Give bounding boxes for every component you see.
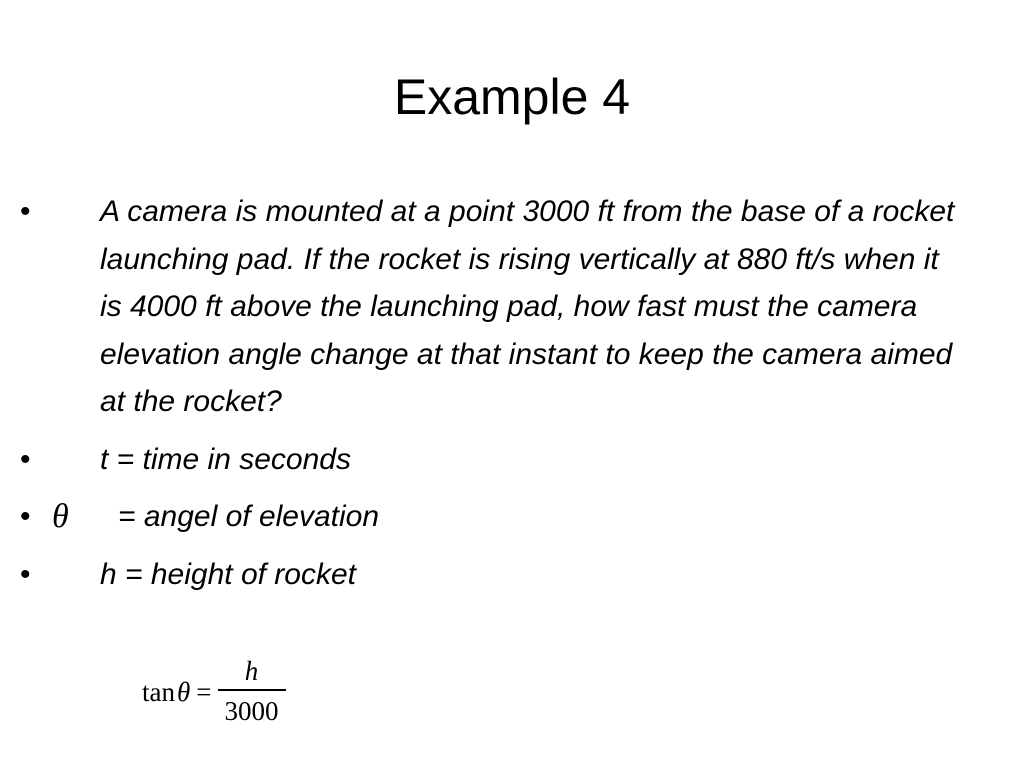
bullet-marker: • [20,500,31,533]
time-definition-text: t = time in seconds [100,442,351,476]
bullet-time-definition [20,436,960,484]
problem-statement-text: A camera is mounted at a point 3000 ft from the base of a rocket launching pad. If the rocket is rising vertically at 880 ft/s when it is 4000 ft above the launching pad, how fast must the camera elevation angle change at that instant to keep the camera aimed at the rocket? [100,195,955,418]
equals-sign: = [196,676,212,707]
theta-definition-text: = angel of elevation [118,500,380,533]
fraction [218,653,286,731]
bullet-theta-definition [20,493,960,541]
bullet-list [20,188,960,608]
theta-variable: θ [177,676,191,707]
fraction-denominator: 3000 [224,695,279,726]
tan-equation [142,650,286,734]
bullet-problem-statement [20,188,960,426]
tan-function: tan [142,676,175,707]
bullet-height-definition [20,551,960,599]
bullet-marker: • [20,557,31,591]
fraction-numerator: h [244,656,259,687]
bullet-marker: • [20,442,31,476]
slide-title: Example 4 [393,69,631,125]
height-definition-text: h = height of rocket [100,557,356,591]
bullet-marker: • [20,195,31,228]
theta-symbol: θ [52,498,69,535]
